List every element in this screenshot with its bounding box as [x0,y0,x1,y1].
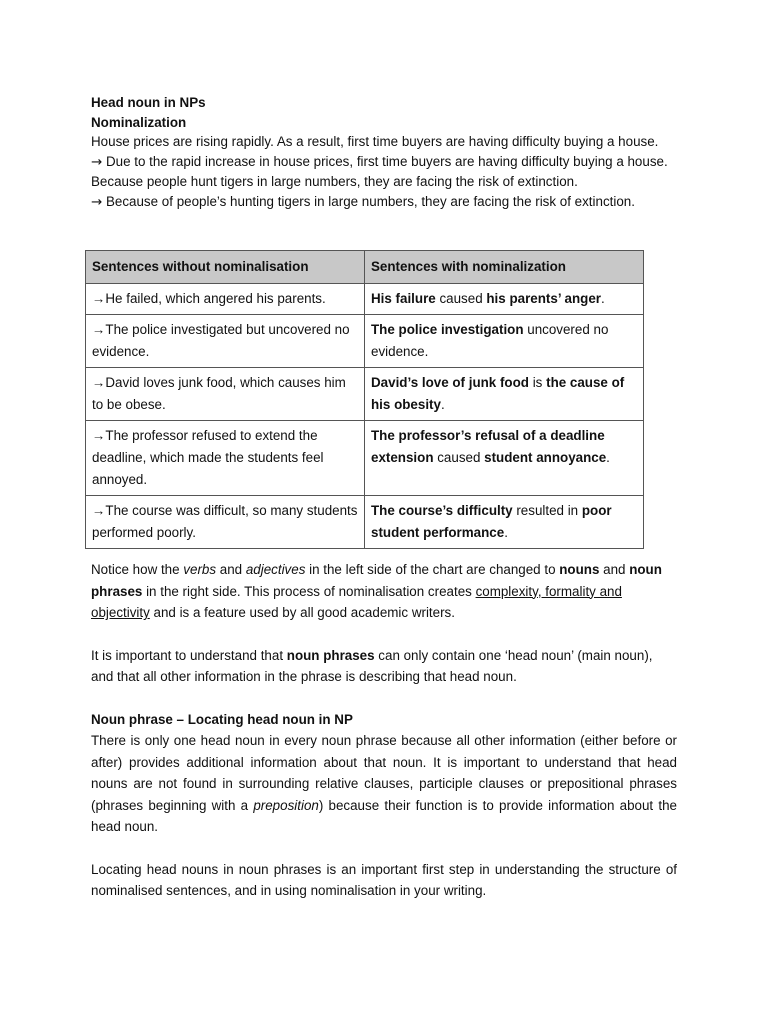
bold-run: nouns [559,562,600,577]
table-cell-with [365,368,644,421]
table-header-with: Sentences with nominalization [365,251,644,284]
text-run: and [599,562,630,577]
arrow-icon: → [92,322,106,337]
table-cell-text: He failed, which angered his parents. [105,291,326,306]
arrow-icon: → [92,375,106,390]
italic-run: adjectives [245,562,306,577]
example-1-nominalized-text: Due to the rapid increase in house prices, first time buyers are having difficulty buying a house. [105,153,668,169]
table-row [86,284,644,315]
table-cell-without [86,421,365,496]
section-heading-noun-phrase: Noun phrase – Locating head noun in NP [91,711,353,727]
plain-phrase: resulted in [512,503,582,518]
example-1-nominalized [91,152,677,173]
spacer [91,624,677,645]
example-2-nominalized-text: Because of people’s hunting tigers in large numbers, they are facing the risk of extinction. [105,193,635,209]
text-run: can only contain one ‘head noun’ (main noun), and that all other information in the phrase is describing that head noun. [91,647,653,684]
body-section [91,559,677,902]
bold-run: noun phrases [286,647,375,663]
spacer [91,688,677,709]
heading-head-noun: Head noun in NPs [91,95,206,110]
plain-phrase: uncovered no evidence. [371,322,609,359]
table-row [86,315,644,368]
intro-section [91,93,677,212]
bold-phrase: student annoyance [484,450,607,465]
plain-phrase: . [600,291,605,306]
arrow-icon: → [92,291,106,306]
plain-phrase: is [528,375,547,390]
example-2-sentence: Because people hunt tigers in large numbers, they are facing the risk of extinction. [91,174,578,189]
italic-run: preposition [253,797,319,813]
text-run: ) because their function is to provide information about the head noun. [91,797,677,834]
table-cell-with [365,284,644,315]
bold-phrase: The course’s difficulty [371,503,513,518]
text-run: and is a feature used by all good academic writers. [149,605,455,620]
text-run: in the left side of the chart are changed to [305,562,560,577]
bold-phrase: The police investigation [371,322,524,337]
table-cell-without [86,284,365,315]
bold-run: noun phrases [91,562,662,599]
text-run: in the right side. This process of nominalisation creates [142,583,476,599]
paragraph-nominalisation-notice [91,559,677,624]
table-row [86,368,644,421]
example-2-nominalized [91,192,677,213]
table-row [86,496,644,549]
spacer [91,838,677,859]
paragraph-locating-head-nouns: Locating head nouns in noun phrases is an important first step in understanding the structure of nominalised sentences, and in using nominalisation in your writing. [91,861,677,898]
bold-phrase: David’s love of junk food [371,375,529,390]
plain-phrase: caused [435,291,487,306]
underlined-run: complexity, formality and objectivity [91,583,622,620]
table-header-without: Sentences without nominalisation [86,251,365,284]
bold-phrase: poor student performance [371,503,612,540]
arrow-icon: → [91,154,103,170]
example-1-sentence: House prices are rising rapidly. As a result, first time buyers are having difficulty buying a house. [91,134,659,149]
bold-phrase: the cause of his obesity [371,375,625,412]
table-cell-with [365,496,644,549]
table-row [86,421,644,496]
paragraph-head-noun [91,645,677,688]
bold-phrase: The professor’s refusal of a deadline extension [371,428,605,465]
paragraph-one-head-noun [91,730,677,838]
table-cell-without [86,496,365,549]
plain-phrase: . [606,450,610,465]
table-cell-with [365,315,644,368]
text-run: and [216,562,246,577]
table-cell-without [86,315,365,368]
plain-phrase: . [440,397,445,412]
text-run: Notice how the [91,562,184,577]
table-cell-with [365,421,644,496]
bold-phrase: his parents’ anger [486,291,601,306]
nominalisation-table [85,250,644,549]
table-cell-text: The course was difficult, so many students performed poorly. [92,503,358,540]
text-run: It is important to understand that [91,647,287,663]
table-header-row [86,251,644,284]
table-cell-text: The police investigated but uncovered no evidence. [92,322,350,359]
table-cell-text: David loves junk food, which causes him to be obese. [92,375,346,412]
text-run: There is only one head noun in every noun phrase because all other information (either before or after) provides additional information about that noun. It is important to understand that head nouns are not found in surrounding relative clauses, participle clauses or prepositional phrases (phrases beginning with a [91,733,677,813]
arrow-icon: → [92,428,106,443]
bold-phrase: His failure [371,291,436,306]
heading-nominalization: Nominalization [91,114,187,130]
arrow-icon: → [92,503,106,518]
table-cell-without [86,368,365,421]
plain-phrase: caused [433,450,485,465]
arrow-icon: → [91,194,103,210]
table-cell-text: The professor refused to extend the deadline, which made the students feel annoyed. [92,428,324,487]
italic-run: verbs [183,562,217,577]
plain-phrase: . [504,525,508,540]
